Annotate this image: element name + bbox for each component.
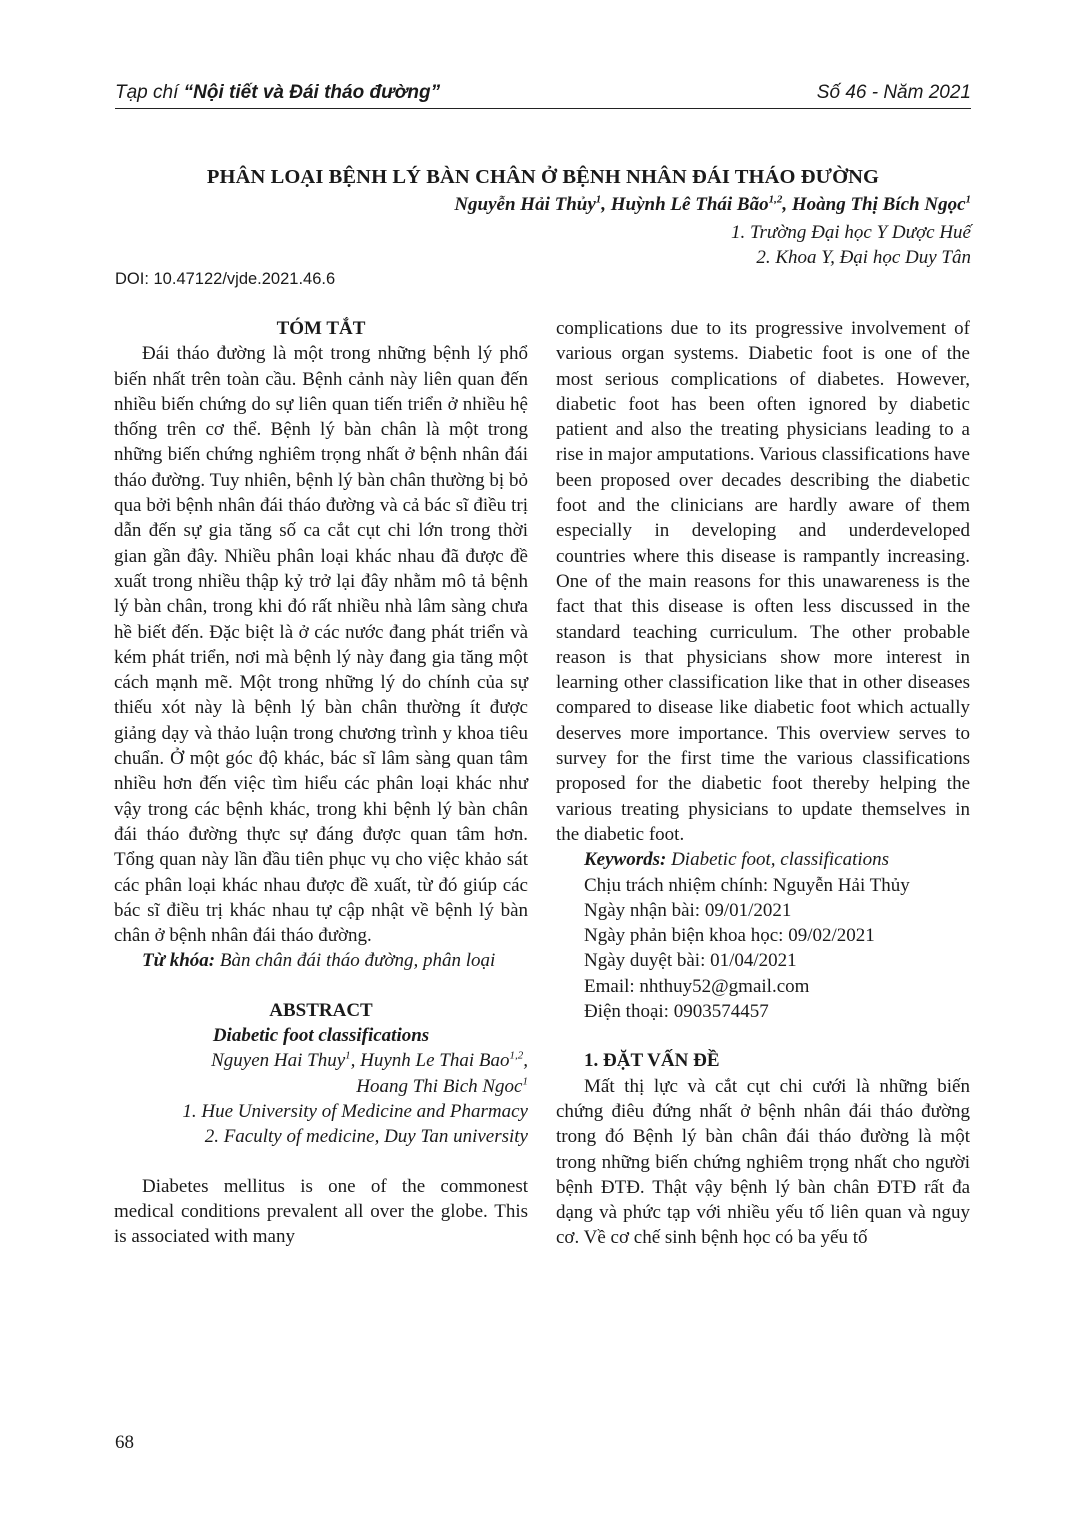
author-3: , Hoàng Thị Bích Ngọc — [782, 194, 966, 215]
author-1-sup: 1 — [595, 193, 602, 206]
right-column — [556, 316, 970, 1251]
abstract-title: Diabetic foot classifications — [212, 1025, 430, 1047]
abstract-authors-line-2 — [114, 1074, 528, 1099]
page-number: 68 — [115, 1432, 134, 1453]
abstract-author-1: Nguyen Hai Thuy — [211, 1050, 346, 1072]
journal-prefix: Tạp chí — [115, 82, 184, 103]
author-3-sup: 1 — [965, 193, 971, 206]
issue-label: Số 46 - Năm 2021 — [816, 82, 971, 103]
running-header — [115, 80, 971, 109]
left-column — [114, 316, 528, 1249]
reviewed-date: Ngày phản biện khoa học: 09/02/2021 — [584, 925, 875, 947]
summary-body: Đái tháo đường là một trong những bệnh lý phổ biến nhất trên toàn cầu. Bệnh cảnh này liên quan đến nhiều biến chứng do sự liên quan tiến triển ở nhiều hệ thống trên cơ thể. Bệnh lý bàn chân là một trong những biến chứng nghiêm trọng nhất ở bệnh nhân đái tháo đường. Tuy nhiên, bệnh lý bàn chân thường bị bỏ qua bởi bệnh nhân đái tháo đường và cả bác sĩ điều trị dẫn đến sự gia tăng số ca cắt cụt chi lớn trong thời gian gần đây. Nhiều phân loại khác nhau đã được đề xuất trong nhiều thập kỷ trở lại đây nhằm mô tả bệnh lý bàn chân, trong khi đó rất nhiều nhà lâm sàng chưa hề biết đến. Đặc biệt là ở các nước đang phát triển và kém phát triển, nơi mà bệnh lý này đang gia tăng một cách mạnh mẽ. Một trong những lý do chính của sự thiếu xót này là bệnh lý bàn chân thường ít được giảng dạy và thảo luận trong chương trình y khoa tiêu chuẩn. Ở một góc độ khác, bác sĩ lâm sàng quan tâm nhiều hơn đến việc tìm hiểu các phân loại khác như vậy trong các bệnh khác, trong khi bệnh lý bàn chân đái tháo đường thực sự đáng được quan tâm hơn. Tổng quan này lần đầu tiên phục vụ cho việc khảo sát các phân loại khác nhau được đề xuất, từ đó giúp các bác sĩ điều trị khác nhau tự cập nhật về bệnh lý bàn chân ở bệnh nhân đái tháo đường. — [114, 343, 528, 947]
abstract-heading: ABSTRACT — [269, 999, 373, 1021]
abstract-author-sep: , — [523, 1050, 528, 1072]
journal-title — [115, 82, 440, 104]
abstract-author-2-sup: 1,2 — [509, 1049, 524, 1062]
abstract-author-3: Hoang Thi Bich Ngoc — [356, 1075, 523, 1097]
section-1-body: Mất thị lực và cắt cụt chi cưới là những biến chứng điêu đứng nhất ở bệnh nhân đái tháo đường trong đó Bệnh lý bàn chân đái tháo đường là một trong những biến chứng nghiêm trọng nhất cho người bệnh ĐTĐ. Thật vậy bệnh lý bàn chân ĐTĐ rất đa dạng và phức tạp với nhiều yếu tố liên quan và nguy cơ. Về cơ chế sinh bệnh học có ba yếu tố — [556, 1075, 970, 1249]
abstract-body-start: Diabetes mellitus is one of the commonest medical conditions prevalent all over the globe. This is associated with many — [114, 1175, 528, 1248]
keywords-label-vi: Từ khóa: — [142, 950, 216, 972]
author-2: , Huỳnh Lê Thái Bão — [601, 194, 769, 215]
author-2-sup: 1,2 — [768, 193, 783, 206]
summary-heading: TÓM TẮT — [276, 318, 366, 339]
author-1: Nguyễn Hải Thủy — [454, 194, 596, 215]
keywords-label-en: Keywords: — [584, 849, 667, 871]
accepted-date: Ngày duyệt bài: 01/04/2021 — [584, 950, 797, 972]
affiliation-2: 2. Khoa Y, Đại học Duy Tân — [756, 247, 971, 268]
abstract-author-2: , Huynh Le Thai Bao — [350, 1050, 510, 1072]
abstract-author-3-sup: 1 — [522, 1075, 528, 1088]
article-title: PHÂN LOẠI BỆNH LÝ BÀN CHÂN Ở BỆNH NHÂN ĐÁI THÁO ĐƯỜNG — [206, 166, 880, 188]
abstract-keywords — [556, 847, 970, 872]
keywords-vi: Bàn chân đái tháo đường, phân loại — [215, 950, 496, 972]
doi: DOI: 10.47122/vjde.2021.46.6 — [115, 270, 336, 288]
email: Email: nhthuy52@gmail.com — [584, 975, 810, 997]
authors-vi — [454, 194, 971, 216]
received-date: Ngày nhận bài: 09/01/2021 — [584, 899, 792, 921]
phone: Điện thoại: 0903574457 — [584, 1001, 769, 1023]
affiliations-vi — [731, 220, 971, 270]
summary-keywords — [114, 948, 528, 973]
section-1-heading: 1. ĐẶT VẤN ĐỀ — [584, 1050, 720, 1072]
journal-name: “Nội tiết và Đái tháo đường” — [183, 82, 441, 103]
keywords-en: Diabetic foot, classifications — [666, 849, 890, 871]
abstract-affiliation-2: 2. Faculty of medicine, Duy Tan university — [204, 1126, 528, 1148]
affiliation-1: 1. Trường Đại học Y Dược Huế — [731, 222, 971, 243]
abstract-author-1-sup: 1 — [345, 1049, 351, 1062]
abstract-authors-line-1 — [114, 1048, 528, 1073]
corresponding-author: Chịu trách nhiệm chính: Nguyễn Hải Thủy — [584, 874, 910, 896]
abstract-body-cont: complications due to its progressive involvement of various organ systems. Diabetic foot is one of the most serious complications of diabetes. However, diabetic foot has been often ignored by diabetic patient and also the treating physicians leading to a rise in major amputations. Various classifications have been proposed over decades describing the diabetic foot and the clinicians are hardly aware of them especially in developing and underdeveloped countries where this disease is rampantly increasing. One of the main reasons for this unawareness is the fact that this disease is often less discussed in the standard teaching curriculum. The other probable reason is that physicians show more interest in learning other classification like that in other diseases compared to disease like diabetic foot which actually deserves more importance. This overview serves to survey for the first time the various classifications proposed for the diabetic foot thereby helping the various treating physicians to update themselves in the diabetic foot. — [556, 318, 970, 845]
abstract-affiliation-1: 1. Hue University of Medicine and Pharmacy — [182, 1100, 528, 1122]
